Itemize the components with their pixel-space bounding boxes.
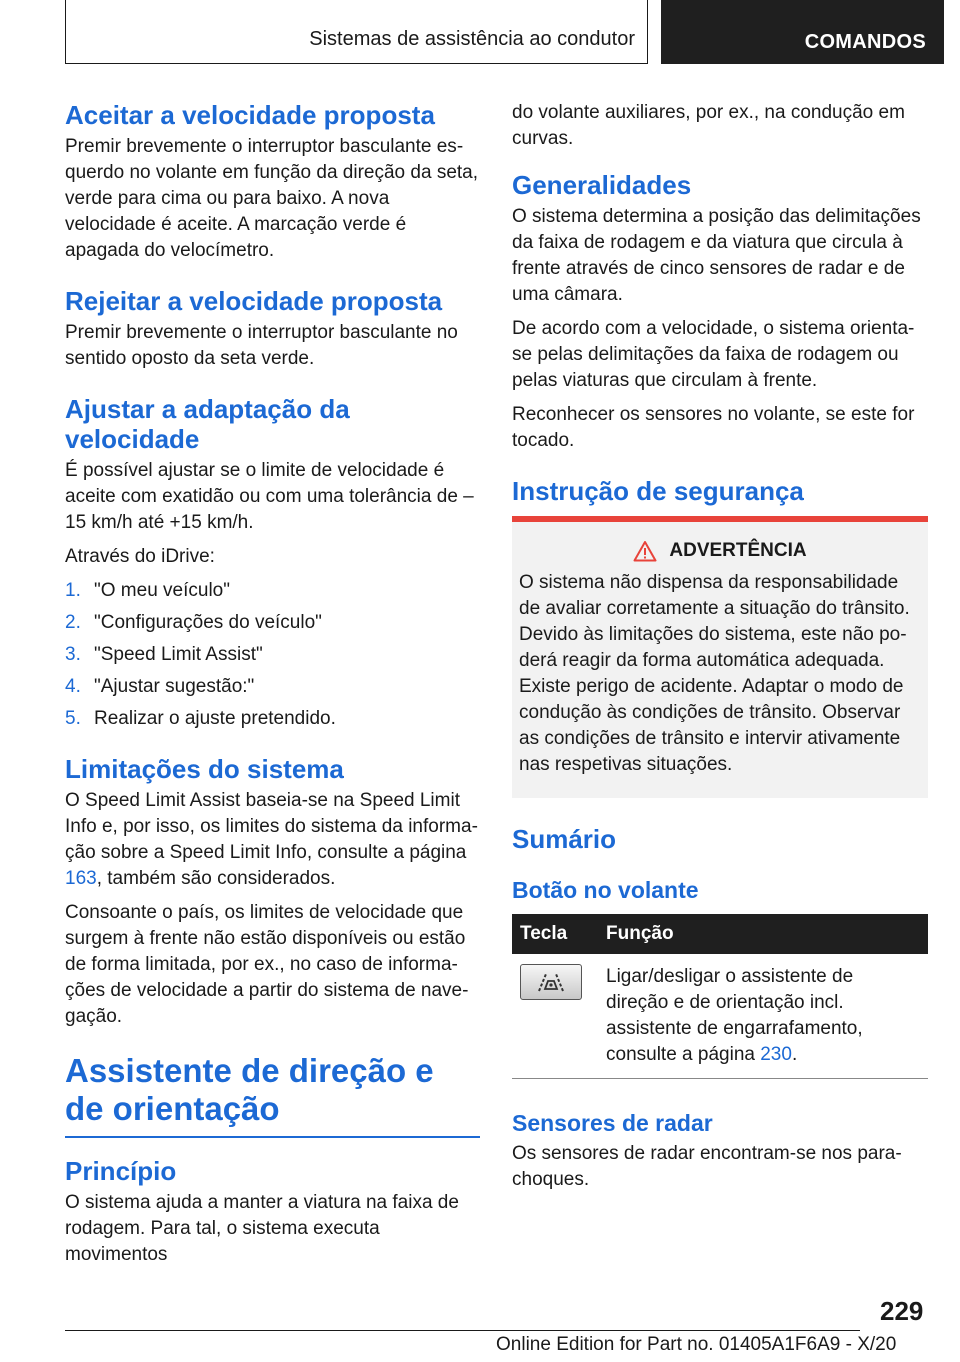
- page-link-230[interactable]: 230: [760, 1044, 792, 1065]
- steering-assistant-key: [520, 964, 582, 1000]
- limits-text: O Speed Limit Assist baseia-se na Speed Limit Info e, por isso, os limites do sistema da informação sobre a Speed Limit Info, consulte a página: [65, 790, 478, 863]
- list-item: [65, 642, 480, 668]
- step-text: "Configurações do veículo": [94, 612, 322, 633]
- step-number: 4.: [65, 676, 81, 697]
- paragraph-radar-sensors: Os sensores de radar encontram-se nos para-choques.: [512, 1143, 902, 1190]
- list-item: [65, 706, 480, 732]
- left-column: [65, 100, 480, 1276]
- footer-rule: [65, 1330, 860, 1331]
- paragraph-reject-speed: Premir brevemente o interruptor basculante no sentido oposto da seta verde.: [65, 322, 458, 369]
- paragraph-system-limits: [65, 788, 480, 892]
- paragraph-principle-continued: do volante auxiliares, por ex., na condução em curvas.: [512, 102, 905, 149]
- heading-general: Generalidades: [512, 170, 692, 200]
- footer-edition: Online Edition for Part no. 01405A1F6A9 - X/20: [496, 1334, 897, 1355]
- paragraph-accept-speed: Premir brevemente o interruptor basculante esquerdo no volante em função da direção da seta, verde para cima ou para baixo. A nova velocidade é aceite. A marcação verde é apagada do velocímetro.: [65, 136, 479, 261]
- heading-steering-wheel-button: Botão no volante: [512, 877, 699, 903]
- paragraph-idrive: Através do iDrive:: [65, 546, 215, 567]
- list-item: [65, 610, 480, 636]
- warning-text: O sistema não dispensa da responsabilidade de avaliar corretamente a situação do trânsito. Devido às limitações do sistema, este não poderá reagir da forma automática adequada. Existe perigo de acidente. Adaptar o modo de condução às condições de trânsito. Observar as condições de trânsito e intervir ativamente nas respetivas situações.: [519, 572, 910, 775]
- warning-title: ADVERTÊNCIA: [669, 540, 807, 561]
- column-header-key: Tecla: [512, 914, 598, 954]
- function-text-end: .: [791, 1044, 798, 1065]
- heading-radar-sensors: Sensores de radar: [512, 1110, 713, 1136]
- paragraph-general-3: Reconhecer os sensores no volante, se este for tocado.: [512, 404, 915, 451]
- column-header-function: Função: [598, 914, 928, 954]
- button-function-table: [512, 914, 928, 1079]
- page-link-163[interactable]: 163: [65, 868, 97, 889]
- heading-rule: [65, 1136, 480, 1138]
- step-text: "O meu veículo": [94, 580, 230, 601]
- heading-reject-speed: Rejeitar a velocidade proposta: [65, 286, 443, 316]
- list-item: [65, 578, 480, 604]
- page-number: 229: [880, 1296, 924, 1326]
- list-item: [65, 674, 480, 700]
- right-column: [512, 100, 928, 1201]
- warning-triangle-icon: [633, 540, 657, 562]
- warning-header: [519, 540, 921, 562]
- warning-box: [512, 522, 928, 798]
- paragraph-general-1: O sistema determina a posição das delimitações da faixa de rodagem e da viatura que circula à frente através de cinco sensores de radar e de uma câmara.: [512, 206, 921, 305]
- paragraph-adjust-speed: É possível ajustar se o limite de velocidade é aceite com exatidão ou com uma tolerância de –15 km/h até +15 km/h.: [65, 460, 474, 533]
- heading-principle: Princípio: [65, 1156, 177, 1186]
- heading-safety: Instrução de segurança: [512, 476, 804, 506]
- running-header-section: [65, 0, 648, 64]
- idrive-steps-list: [65, 578, 480, 732]
- function-cell: [598, 954, 928, 1079]
- heading-steering-assistant: Assistente de direção e de orientação: [65, 1052, 434, 1127]
- lane-assist-icon: [536, 971, 566, 993]
- step-text: "Ajustar sugestão:": [94, 676, 255, 697]
- heading-summary: Sumário: [512, 824, 617, 854]
- limits-text-end: , também são considerados.: [96, 868, 336, 889]
- paragraph-principle: O sistema ajuda a manter a viatura na faixa de rodagem. Para tal, o sistema executa movimentos: [65, 1192, 459, 1265]
- chapter-title: COMANDOS: [804, 31, 926, 53]
- function-text: Ligar/desligar o assistente de direção e de orientação incl. assistente de engarrafamento, consulte a página: [606, 966, 863, 1065]
- heading-adjust-speed: Ajustar a adaptação da velocidade: [65, 394, 350, 454]
- step-text: "Speed Limit Assist": [94, 644, 263, 665]
- step-number: 2.: [65, 612, 81, 633]
- paragraph-general-2: De acordo com a velocidade, o sistema orienta-se pelas delimitações da faixa de rodagem ou pelas viaturas que circulam à frente.: [512, 318, 915, 391]
- step-text: Realizar o ajuste pretendido.: [94, 708, 336, 729]
- step-number: 1.: [65, 580, 81, 601]
- heading-accept-speed: Aceitar a velocidade proposta: [65, 100, 435, 130]
- step-number: 3.: [65, 644, 81, 665]
- section-title: Sistemas de assistência ao condutor: [309, 28, 635, 50]
- paragraph-speed-limits-country: Consoante o país, os limites de velocidade que surgem à frente não estão disponíveis ou estão de forma limitada, por ex., no caso de informações de velocidade a partir do sistema de navegação.: [65, 902, 469, 1027]
- step-number: 5.: [65, 708, 81, 729]
- heading-system-limits: Limitações do sistema: [65, 754, 344, 784]
- chapter-tab: [661, 0, 944, 64]
- table-row: [512, 954, 928, 1079]
